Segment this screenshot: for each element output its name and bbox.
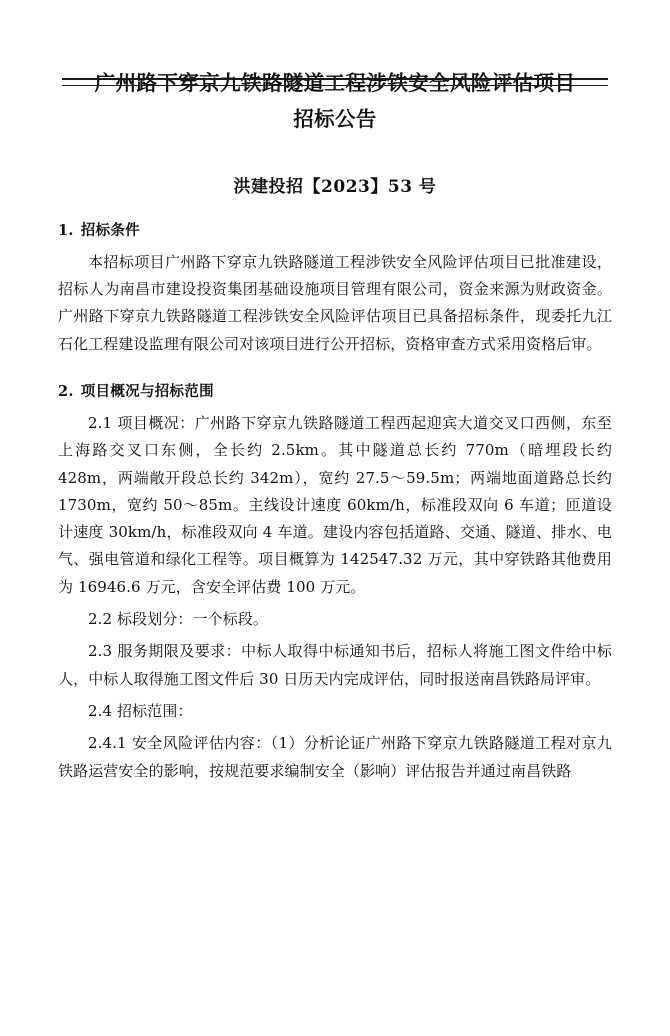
- section-title-1: 招标条件: [80, 221, 140, 239]
- document-number: 洪建投招【2023】53 号: [233, 176, 437, 197]
- paragraph-2-1: 2.1 项目概况：广州路下穿京九铁路隧道工程西起迎宾大道交叉口西侧，东至上海路交叉口东侧，全长约 2.5km。其中隧道总长约 770m（暗埋段长约 428m，两端敞开段总长约 342m），宽约 27.5～59.5m；两端地面道路总长约 1730m，宽约 50～85m。主线设计速度 60km/h，标准段双向 6 车道；匝道设计速度 30km/h，标准段双向 4 车道。建设内容包括道路、交通、隧道、排水、电气、强电管道和绿化工程等。项目概算为 142547.32 万元，其中穿铁路其他费用为 16946.6 万元，含安全评估费 100 万元。: [58, 413, 612, 596]
- paragraph-2-2: 2.2 标段划分：一个标段。: [88, 610, 269, 629]
- header-rule: [62, 78, 608, 86]
- page-title: [58, 66, 612, 138]
- section-heading-2: [58, 380, 612, 401]
- section-heading-1: [58, 219, 612, 240]
- document-title-line-2: 招标公告: [293, 106, 377, 131]
- section-number-2: 2.: [58, 382, 74, 400]
- section-number-1: 1.: [58, 221, 74, 239]
- paragraph-2-3: 2.3 服务期限及要求：中标人取得中标通知书后，招标人将施工图文件给中标人，中标人取得施工图文件后 30 日历天内完成评估，同时报送南昌铁路局评审。: [58, 642, 612, 688]
- paragraph-2-5: 2.4.1 安全风险评估内容：（1）分析论证广州路下穿京九铁路隧道工程对京九铁路运营安全的影响，按规范要求编制安全（影响）评估报告并通过南昌铁路: [58, 734, 612, 780]
- paragraph-2-4: 2.4 招标范围：: [88, 701, 193, 720]
- document-title-line-1: 广州路下穿京九铁路隧道工程涉铁安全风险评估项目: [94, 71, 576, 95]
- paragraph-1-1: 本招标项目广州路下穿京九铁路隧道工程涉铁安全风险评估项目已批准建设，招标人为南昌市建设投资集团基础设施项目管理有限公司，资金来源为财政资金。广州路下穿京九铁路隧道工程涉铁安全风险评估项目已具备招标条件，现委托九江石化工程建设监理有限公司对该项目进行公开招标，资格审查方式采用资格后审。: [58, 252, 612, 353]
- document-page: [0, 66, 670, 1036]
- section-title-2: 项目概况与招标范围: [80, 382, 214, 400]
